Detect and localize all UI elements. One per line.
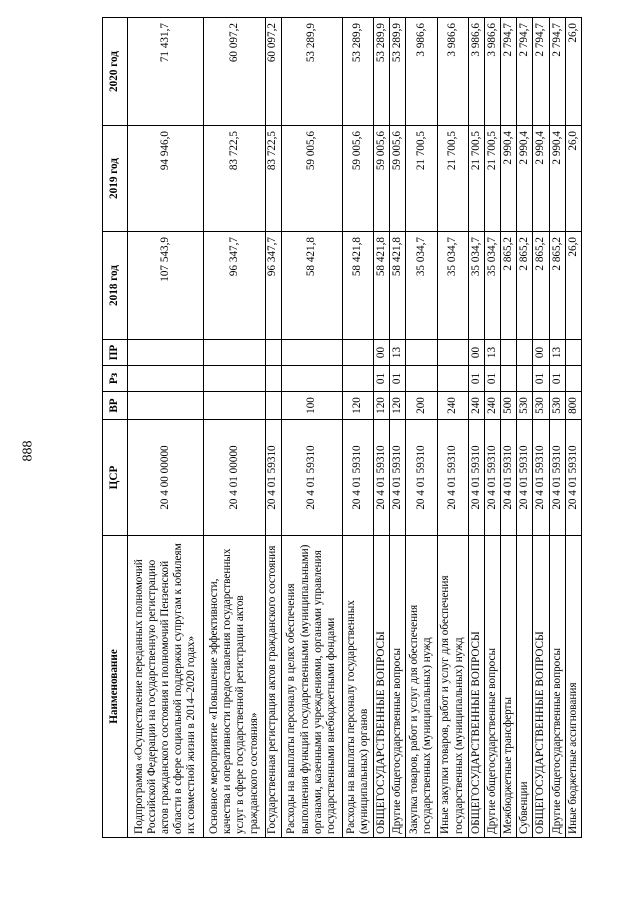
row-pr-cell	[265, 340, 281, 366]
row-pr-cell	[565, 340, 581, 366]
row-vr-cell	[265, 392, 281, 420]
row-pr-cell	[204, 340, 265, 366]
header-vr: ВР	[103, 392, 128, 420]
row-2020-cell: 60 097,2	[265, 18, 281, 126]
row-pr-cell	[501, 340, 517, 366]
row-pr-cell: 13	[484, 340, 500, 366]
table-row	[390, 18, 406, 838]
row-name-cell: Другие общегосударственные вопросы	[549, 536, 565, 838]
table-row	[342, 18, 373, 838]
row-2020-cell: 2 794,7	[533, 18, 549, 126]
row-name-cell: Межбюджетные трансферты	[501, 536, 517, 838]
row-rz-cell: 01	[390, 366, 406, 392]
row-csr-cell: 20 4 01 59310	[549, 420, 565, 536]
header-csr: ЦСР	[103, 420, 128, 536]
row-name-cell: Расходы на выплаты персоналу в целях обеспечения выполнения функций государственными (муниципальными) органами, казенными учреждениями, органами управления государственными внебюджетными фондами	[281, 536, 342, 838]
row-2018-cell: 2 865,2	[501, 232, 517, 340]
row-rz-cell	[281, 366, 342, 392]
page-number: 888	[20, 440, 36, 462]
row-2020-cell: 53 289,9	[342, 18, 373, 126]
row-2020-cell: 3 986,6	[484, 18, 500, 126]
row-2019-cell: 21 700,5	[468, 126, 484, 232]
row-vr-cell	[128, 392, 204, 420]
row-2019-cell: 21 700,5	[484, 126, 500, 232]
row-2018-cell: 2 865,2	[517, 232, 533, 340]
row-name-cell: Другие общегосударственные вопросы	[484, 536, 500, 838]
row-2020-cell: 71 431,7	[128, 18, 204, 126]
row-rz-cell: 01	[374, 366, 390, 392]
row-rz-cell	[501, 366, 517, 392]
row-rz-cell: 01	[468, 366, 484, 392]
table-row	[128, 18, 204, 838]
row-2018-cell: 2 865,2	[549, 232, 565, 340]
row-2018-cell: 35 034,7	[406, 232, 437, 340]
row-pr-cell: 00	[533, 340, 549, 366]
row-pr-cell: 00	[468, 340, 484, 366]
row-vr-cell	[204, 392, 265, 420]
row-vr-cell: 120	[374, 392, 390, 420]
row-csr-cell: 20 4 01 59310	[281, 420, 342, 536]
row-name-cell: Закупка товаров, работ и услуг для обеспечения государственных (муниципальных) нужд	[406, 536, 437, 838]
row-rz-cell	[265, 366, 281, 392]
header-name: Наименование	[103, 536, 128, 838]
row-name-cell: Государственная регистрация актов гражданского состояния	[265, 536, 281, 838]
row-2018-cell: 58 421,8	[342, 232, 373, 340]
row-name-cell: Расходы на выплаты персоналу государственных (муниципальных) органов	[342, 536, 373, 838]
header-pr: ПР	[103, 340, 128, 366]
row-vr-cell: 200	[406, 392, 437, 420]
row-2019-cell: 2 990,4	[549, 126, 565, 232]
table-row	[484, 18, 500, 838]
row-2019-cell: 26,0	[565, 126, 581, 232]
row-name-cell: ОБЩЕГОСУДАРСТВЕННЫЕ ВОПРОСЫ	[533, 536, 549, 838]
row-2020-cell: 3 986,6	[437, 18, 468, 126]
table-row	[549, 18, 565, 838]
table-row	[517, 18, 533, 838]
row-vr-cell: 100	[281, 392, 342, 420]
row-pr-cell	[437, 340, 468, 366]
row-2019-cell: 2 990,4	[517, 126, 533, 232]
row-2020-cell: 60 097,2	[204, 18, 265, 126]
row-csr-cell: 20 4 01 59310	[517, 420, 533, 536]
row-name-cell: Иные закупки товаров, работ и услуг для обеспечения государственных (муниципальных) нужд	[437, 536, 468, 838]
row-rz-cell	[565, 366, 581, 392]
row-2020-cell: 26,0	[565, 18, 581, 126]
table-row	[281, 18, 342, 838]
table-row	[533, 18, 549, 838]
row-csr-cell: 20 4 01 59310	[374, 420, 390, 536]
row-2019-cell: 59 005,6	[342, 126, 373, 232]
row-vr-cell: 120	[390, 392, 406, 420]
row-2018-cell: 35 034,7	[484, 232, 500, 340]
row-2018-cell: 58 421,8	[281, 232, 342, 340]
row-csr-cell: 20 4 01 59310	[501, 420, 517, 536]
row-csr-cell: 20 4 01 59310	[468, 420, 484, 536]
row-pr-cell	[406, 340, 437, 366]
table-row	[265, 18, 281, 838]
row-2019-cell: 59 005,6	[390, 126, 406, 232]
table-row	[204, 18, 265, 838]
row-2018-cell: 58 421,8	[390, 232, 406, 340]
table-row	[468, 18, 484, 838]
row-2020-cell: 53 289,9	[390, 18, 406, 126]
table-row	[374, 18, 390, 838]
row-pr-cell	[342, 340, 373, 366]
table-row	[501, 18, 517, 838]
row-vr-cell: 530	[549, 392, 565, 420]
row-2020-cell: 53 289,9	[281, 18, 342, 126]
row-pr-cell	[281, 340, 342, 366]
row-rz-cell	[342, 366, 373, 392]
table-header-row	[103, 18, 128, 838]
row-name-cell: Другие общегосударственные вопросы	[390, 536, 406, 838]
row-vr-cell: 500	[501, 392, 517, 420]
row-vr-cell: 530	[517, 392, 533, 420]
row-vr-cell: 240	[468, 392, 484, 420]
row-csr-cell: 20 4 00 00000	[128, 420, 204, 536]
row-2019-cell: 2 990,4	[533, 126, 549, 232]
row-vr-cell: 800	[565, 392, 581, 420]
row-2018-cell: 96 347,7	[265, 232, 281, 340]
row-name-cell: Субвенции	[517, 536, 533, 838]
row-2018-cell: 107 543,9	[128, 232, 204, 340]
row-name-cell: Подпрограмма «Осуществление переданных полномочий Российской Федерации на государственную регистрацию актов гражданского состояния и полномочий Пензенской области в сфере социальной поддержки супругам к юбилеям их совместной жизни в 2014–2020 годах»	[128, 536, 204, 838]
table-body	[128, 18, 582, 838]
row-rz-cell: 01	[533, 366, 549, 392]
row-csr-cell: 20 4 01 59310	[406, 420, 437, 536]
row-pr-cell	[517, 340, 533, 366]
row-2018-cell: 58 421,8	[374, 232, 390, 340]
row-2018-cell: 2 865,2	[533, 232, 549, 340]
row-2018-cell: 35 034,7	[468, 232, 484, 340]
row-rz-cell	[204, 366, 265, 392]
row-2020-cell: 2 794,7	[501, 18, 517, 126]
row-vr-cell: 240	[484, 392, 500, 420]
row-rz-cell	[517, 366, 533, 392]
rotated-table-container	[102, 18, 582, 838]
header-rz: Рз	[103, 366, 128, 392]
row-vr-cell: 120	[342, 392, 373, 420]
row-pr-cell	[128, 340, 204, 366]
row-csr-cell: 20 4 01 00000	[204, 420, 265, 536]
row-csr-cell: 20 4 01 59310	[565, 420, 581, 536]
row-2020-cell: 3 986,6	[406, 18, 437, 126]
row-rz-cell: 01	[549, 366, 565, 392]
row-2019-cell: 94 946,0	[128, 126, 204, 232]
row-2018-cell: 26,0	[565, 232, 581, 340]
row-name-cell: Иные бюджетные ассигнования	[565, 536, 581, 838]
row-rz-cell	[406, 366, 437, 392]
table-row	[406, 18, 437, 838]
row-2019-cell: 59 005,6	[374, 126, 390, 232]
row-2020-cell: 53 289,9	[374, 18, 390, 126]
table-row	[565, 18, 581, 838]
row-name-cell: ОБЩЕГОСУДАРСТВЕННЫЕ ВОПРОСЫ	[374, 536, 390, 838]
row-2019-cell: 83 722,5	[265, 126, 281, 232]
row-csr-cell: 20 4 01 59310	[390, 420, 406, 536]
budget-table	[102, 17, 582, 838]
row-2019-cell: 83 722,5	[204, 126, 265, 232]
row-2020-cell: 2 794,7	[517, 18, 533, 126]
header-2020: 2020 год	[103, 18, 128, 126]
row-pr-cell: 13	[549, 340, 565, 366]
row-name-cell: Основное мероприятие «Повышение эффективности, качества и оперативности предоставления государственных услуг в сфере государственной регистрации актов гражданского состояния»	[204, 536, 265, 838]
row-csr-cell: 20 4 01 59310	[437, 420, 468, 536]
header-2019: 2019 год	[103, 126, 128, 232]
row-csr-cell: 20 4 01 59310	[533, 420, 549, 536]
row-pr-cell: 00	[374, 340, 390, 366]
row-csr-cell: 20 4 01 59310	[342, 420, 373, 536]
row-name-cell: ОБЩЕГОСУДАРСТВЕННЫЕ ВОПРОСЫ	[468, 536, 484, 838]
row-2019-cell: 21 700,5	[406, 126, 437, 232]
row-rz-cell	[437, 366, 468, 392]
row-csr-cell: 20 4 01 59310	[265, 420, 281, 536]
row-2018-cell: 96 347,7	[204, 232, 265, 340]
row-rz-cell: 01	[484, 366, 500, 392]
row-vr-cell: 530	[533, 392, 549, 420]
row-vr-cell: 240	[437, 392, 468, 420]
row-2019-cell: 21 700,5	[437, 126, 468, 232]
row-2019-cell: 2 990,4	[501, 126, 517, 232]
table-row	[437, 18, 468, 838]
row-2019-cell: 59 005,6	[281, 126, 342, 232]
row-pr-cell: 13	[390, 340, 406, 366]
row-rz-cell	[128, 366, 204, 392]
row-2018-cell: 35 034,7	[437, 232, 468, 340]
row-2020-cell: 2 794,7	[549, 18, 565, 126]
row-csr-cell: 20 4 01 59310	[484, 420, 500, 536]
row-2020-cell: 3 986,6	[468, 18, 484, 126]
header-2018: 2018 год	[103, 232, 128, 340]
